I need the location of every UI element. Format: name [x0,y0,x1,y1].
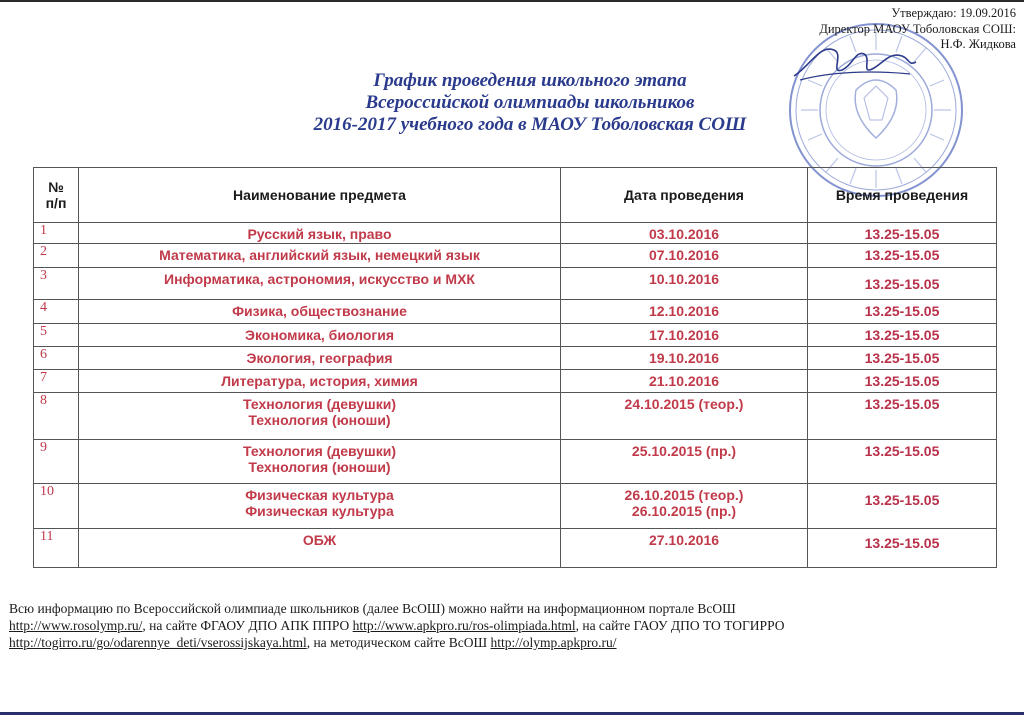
approval-block [756,6,1016,53]
row-number: 6 [34,347,79,370]
table-row [34,484,997,529]
row-number: 8 [34,393,79,440]
subject-line-2: Технология (юноши) [248,459,391,475]
link-apkpro[interactable]: http://www.apkpro.ru/ros-olimpiada.html [352,618,576,633]
table-row [34,268,997,300]
row-time [808,370,997,393]
time-value: 13.25-15.05 [864,303,940,319]
row-subject [79,484,561,529]
row-subject [79,324,561,347]
time-value: 13.25-15.05 [864,226,940,242]
row-time [808,529,997,568]
row-time [808,440,997,484]
row-number: 2 [34,244,79,268]
subject-line-1: Физическая культура [245,487,394,503]
date-line-1: 26.10.2015 (теор.) [624,487,744,503]
approval-line-director: Директор МАОУ Тоболовская СОШ: [819,21,1016,36]
link-togirro[interactable]: http://togirro.ru/go/odarennye_deti/vserossijskaya.html [9,635,307,650]
olympiad-schedule-table [33,167,997,568]
subject-line-1: Русский язык, право [247,226,392,242]
row-time [808,223,997,244]
subject-line-1: Физика, обществознание [232,303,407,319]
table-row [34,370,997,393]
row-time [808,347,997,370]
subject-line-1: Литература, история, химия [221,373,418,389]
row-time [808,324,997,347]
time-value: 13.25-15.05 [864,535,940,551]
time-value: 13.25-15.05 [864,373,940,389]
row-date [561,223,808,244]
table-row [34,223,997,244]
row-number: 3 [34,268,79,300]
header-date: Дата проведения [561,168,808,223]
row-date [561,440,808,484]
date-line-1: 07.10.2016 [648,247,720,263]
table-row [34,393,997,440]
row-subject [79,347,561,370]
table-row [34,300,997,324]
time-value: 13.25-15.05 [864,276,940,292]
row-subject [79,529,561,568]
row-number: 9 [34,440,79,484]
date-line-1: 21.10.2016 [648,373,720,389]
footer-text-apkpro-prefix: , на сайте ФГАОУ ДПО АПК ППРО [142,618,353,633]
row-subject [79,300,561,324]
header-number [34,168,79,223]
subject-line-2: Физическая культура [245,503,394,519]
table-row [34,347,997,370]
date-line-1: 17.10.2016 [648,327,720,343]
row-number: 7 [34,370,79,393]
row-number: 10 [34,484,79,529]
subject-line-1: ОБЖ [302,532,337,548]
row-time [808,244,997,268]
row-number: 11 [34,529,79,568]
header-number-pp: п/п [45,195,67,211]
row-date [561,300,808,324]
date-line-1: 25.10.2015 (пр.) [631,443,737,459]
date-line-1: 24.10.2015 (теор.) [624,396,744,412]
row-number: 4 [34,300,79,324]
table-row [34,244,997,268]
date-line-1: 19.10.2016 [648,350,720,366]
subject-line-1: Экология, география [246,350,393,366]
subject-line-1: Информатика, астрономия, искусство и МХК [164,271,475,287]
time-value: 13.25-15.05 [864,327,940,343]
table-row [34,529,997,568]
document-title [200,70,860,136]
approval-line-name: Н.Ф. Жидкова [940,37,1016,51]
row-time [808,300,997,324]
footer-info [9,600,1009,651]
subject-line-1: Математика, английский язык, немецкий язык [159,247,480,263]
footer-line-3 [9,634,1009,651]
row-subject [79,440,561,484]
row-date [561,393,808,440]
time-value: 13.25-15.05 [864,492,940,508]
subject-line-1: Технология (девушки) [243,443,396,459]
time-value: 13.25-15.05 [864,396,940,412]
row-subject [79,268,561,300]
row-date [561,244,808,268]
time-value: 13.25-15.05 [864,443,940,459]
row-subject [79,370,561,393]
link-olymp-apkpro[interactable]: http://olymp.apkpro.ru/ [490,635,617,650]
row-number: 5 [34,324,79,347]
table-row [34,440,997,484]
link-rosolymp[interactable]: http://www.rosolymp.ru/ [9,618,143,633]
row-subject [79,244,561,268]
title-line-3: 2016-2017 учебного года в МАОУ Тоболовская СОШ [313,114,747,135]
footer-line-1 [9,600,1009,617]
subject-line-1: Технология (девушки) [243,396,396,412]
time-value: 13.25-15.05 [864,350,940,366]
date-line-1: 10.10.2016 [648,271,720,287]
row-date [561,484,808,529]
row-subject [79,223,561,244]
scan-edge-bottom [0,712,1024,715]
subject-line-1: Экономика, биология [244,327,395,343]
time-value: 13.25-15.05 [864,247,940,263]
scan-edge-top [0,0,1024,2]
row-date [561,347,808,370]
title-line-2: Всероссийской олимпиады школьников [365,92,695,113]
date-line-1: 12.10.2016 [648,303,720,319]
date-line-2: 26.10.2015 (пр.) [631,503,737,519]
table-row [34,324,997,347]
row-number: 1 [34,223,79,244]
footer-text-intro: Всю информацию по Всероссийской олимпиаде школьников (далее ВсОШ) можно найти на информационном портале ВсОШ [9,601,736,616]
row-subject [79,393,561,440]
row-time [808,484,997,529]
title-line-1: График проведения школьного этапа [373,70,687,91]
date-line-1: 03.10.2016 [648,226,720,242]
row-time [808,393,997,440]
footer-line-2 [9,617,1009,634]
footer-text-togirro-prefix: , на сайте ГАОУ ДПО ТО ТОГИРРО [575,618,785,633]
subject-line-2: Технология (юноши) [248,412,391,428]
approval-line-date: Утверждаю: 19.09.2016 [891,6,1016,20]
row-date [561,268,808,300]
header-subject: Наименование предмета [79,168,561,223]
date-line-1: 27.10.2016 [648,532,720,548]
row-time [808,268,997,300]
row-date [561,324,808,347]
row-date [561,370,808,393]
footer-text-olymp-prefix: , на методическом сайте ВсОШ [306,635,491,650]
table-header-row [34,168,997,223]
header-number-sign: № [48,179,64,195]
header-time: Время проведения [808,168,997,223]
row-date [561,529,808,568]
